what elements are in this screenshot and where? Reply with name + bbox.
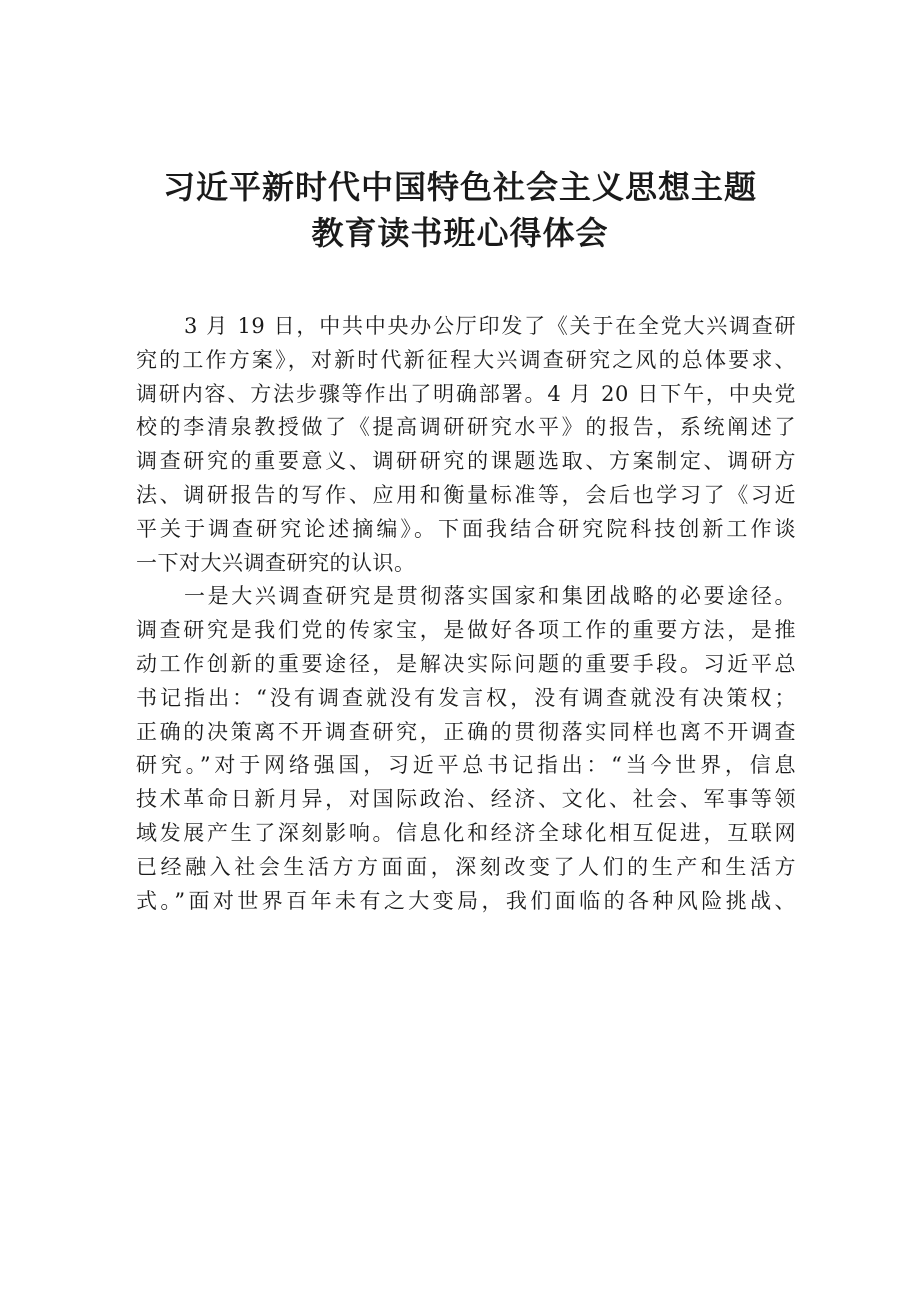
paragraph-line: 法、调研报告的写作、应用和衡量标准等，会后也学习了《习近: [136, 482, 796, 507]
paragraph-line: 3 月 19 日，中共中央办公厅印发了《关于在全党大兴调查研: [184, 314, 796, 338]
paragraph-line: 正确的决策离不开调查研究，正确的贯彻落实同样也离不开调查: [136, 719, 796, 744]
paragraph-line: 式。”面对世界百年未有之大变局，我们面临的各种风险挑战、: [136, 888, 796, 913]
paragraph-line: 调查研究是我们党的传家宝，是做好各项工作的重要方法，是推: [136, 618, 796, 643]
paragraph-line: 研究。”对于网络强国，习近平总书记指出：“当今世界，信息: [136, 753, 796, 778]
document-title-line-1: 习近平新时代中国特色社会主义思想主题: [162, 168, 757, 206]
paragraph-2: [136, 580, 796, 918]
paragraph-line: 书记指出：“没有调查就没有发言权，没有调查就没有决策权；: [136, 685, 796, 710]
paragraph-line: 动工作创新的重要途径，是解决实际问题的重要手段。习近平总: [136, 651, 796, 676]
paragraph-line: 已经融入社会生活方方面面，深刻改变了人们的生产和生活方: [136, 854, 796, 879]
paragraph-1: [136, 310, 796, 580]
paragraph-line: 技术革命日新月异，对国际政治、经济、文化、社会、军事等领: [136, 787, 796, 812]
document-title-line-2: 教育读书班心得体会: [311, 214, 609, 252]
paragraph-line: 一下对大兴调查研究的认识。: [136, 550, 416, 575]
paragraph-line: 究的工作方案》，对新时代新征程大兴调查研究之风的总体要求、: [136, 347, 796, 372]
paragraph-line: 校的李清泉教授做了《提高调研研究水平》的报告，系统阐述了: [136, 415, 796, 440]
document-body: [136, 310, 796, 918]
paragraph-line: 调查研究的重要意义、调研研究的课题选取、方案制定、调研方: [136, 449, 796, 474]
paragraph-line: 调研内容、方法步骤等作出了明确部署。4 月 20 日下午，中央党: [136, 381, 796, 406]
paragraph-line: 域发展产生了深刻影响。信息化和经济全球化相互促进，互联网: [136, 820, 796, 845]
paragraph-line: 平关于调查研究论述摘编》。下面我结合研究院科技创新工作谈: [136, 516, 796, 541]
paragraph-line: 一是大兴调查研究是贯彻落实国家和集团战略的必要途径。: [184, 584, 796, 609]
